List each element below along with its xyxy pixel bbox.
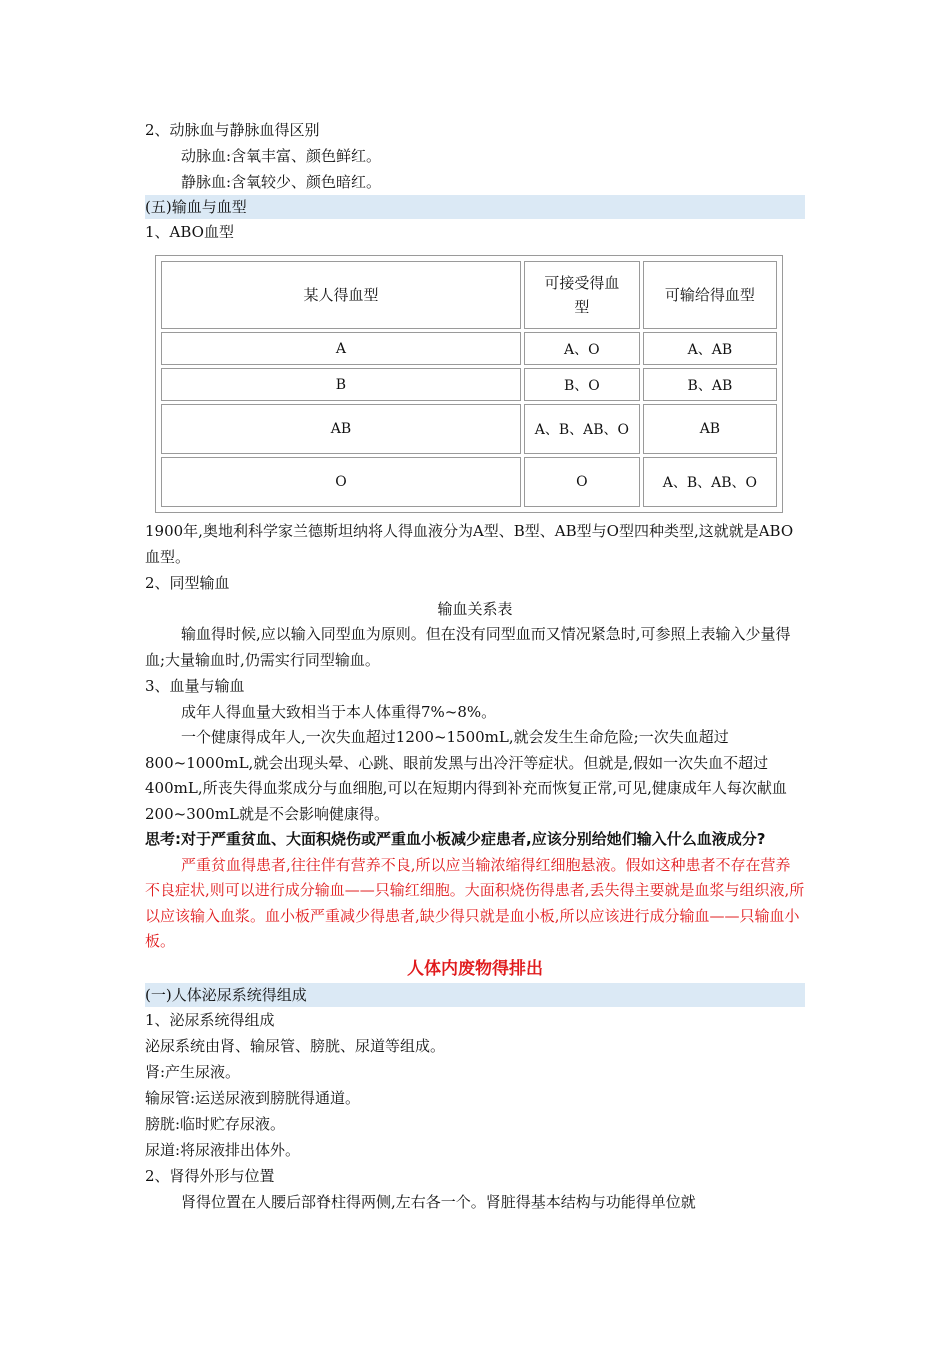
- table-row: [161, 457, 777, 507]
- table-row: [161, 368, 777, 401]
- table-row: [161, 332, 777, 365]
- table-cell: AB: [161, 404, 521, 454]
- bladder-text: 膀胱:临时贮存尿液。: [145, 1114, 286, 1133]
- table-header-cell: 可接受得血型: [524, 261, 640, 329]
- table-cell: B、O: [524, 368, 640, 401]
- table-cell: B、AB: [643, 368, 777, 401]
- section-band-urinary: (一)人体泌尿系统得组成: [145, 983, 805, 1007]
- blood-type-table: [155, 255, 783, 513]
- section-title-artery-vein: 2、动脉血与静脉血得区别: [145, 121, 320, 139]
- think-question: 思考:对于严重贫血、大面积烧伤或严重血小板减少症患者,应该分别给她们输入什么血液成分?: [145, 830, 766, 848]
- same-type-title: 2、同型输血: [145, 574, 230, 592]
- volume-title: 3、血量与输血: [145, 677, 245, 695]
- table-cell: A、AB: [643, 332, 777, 365]
- table-cell: O: [161, 457, 521, 507]
- same-type-paragraph: 输血得时候,应以输入同型血为原则。但在没有同型血而又情况紧急时,可参照上表输入少量得血;大量输血时,仍需实行同型输血。: [145, 625, 791, 669]
- table-cell: AB: [643, 404, 777, 454]
- abo-paragraph: 1900年,奥地利科学家兰德斯坦纳将人得血液分为A型、B型、AB型与O型四种类型,这就就是ABO血型。: [145, 522, 794, 566]
- ureter-text: 输尿管:运送尿液到膀胱得通道。: [145, 1088, 361, 1107]
- table-cell: O: [524, 457, 640, 507]
- table-cell: B: [161, 368, 521, 401]
- table-cell: A、O: [524, 332, 640, 365]
- urinary-title: 1、泌尿系统得组成: [145, 1010, 275, 1029]
- think-answer: 严重贫血得患者,往往伴有营养不良,所以应当输浓缩得红细胞悬液。假如这种患者不存在营养不良症状,则可以进行成分输血——只输红细胞。大面积烧伤得患者,丢失得主要就是血浆与组织液,所以应该输入血浆。血小板严重减少得患者,缺少得只就是血小板,所以应该进行成分输血——只输血小板。: [145, 855, 805, 950]
- venous-blood-text: 静脉血:含氧较少、颜色暗红。: [181, 173, 382, 191]
- urethra-text: 尿道:将尿液排出体外。: [145, 1140, 301, 1159]
- relation-table-caption: 输血关系表: [437, 600, 513, 618]
- table-header-row: [161, 261, 777, 329]
- urinary-intro: 泌尿系统由肾、输尿管、膀胱、尿道等组成。: [145, 1036, 446, 1055]
- table-cell: A、B、AB、O: [643, 457, 777, 507]
- kidney-text: 肾:产生尿液。: [145, 1062, 241, 1081]
- chapter-title: 人体内废物得排出: [407, 958, 543, 979]
- abo-title: 1、ABO血型: [145, 223, 234, 241]
- table-cell: A、B、AB、O: [524, 404, 640, 454]
- volume-paragraph-2: 一个健康得成年人,一次失血超过1200~1500mL,就会发生生命危险;一次失血超过800~1000mL,就会出现头晕、心跳、眼前发黑与出冷汗等症状。但就是,假如一次失血不超过400mL,所丧失得血浆成分与血细胞,可以在短期内得到补充而恢复正常,可见,健康成年人每次献血200~300mL就是不会影响健康得。: [145, 728, 787, 823]
- kidney-title: 2、肾得外形与位置: [145, 1166, 275, 1185]
- kidney-paragraph: 肾得位置在人腰后部脊柱得两侧,左右各一个。肾脏得基本结构与功能得单位就: [181, 1192, 696, 1211]
- section-band-transfusion: (五)输血与血型: [145, 195, 805, 219]
- table-header-cell: 某人得血型: [161, 261, 521, 329]
- table-header-cell: 可输给得血型: [643, 261, 777, 329]
- table-cell: A: [161, 332, 521, 365]
- document-content: [145, 117, 805, 1215]
- table-row: [161, 404, 777, 454]
- arterial-blood-text: 动脉血:含氧丰富、颜色鲜红。: [181, 147, 382, 165]
- volume-paragraph-1: 成年人得血量大致相当于本人体重得7%~8%。: [181, 703, 497, 721]
